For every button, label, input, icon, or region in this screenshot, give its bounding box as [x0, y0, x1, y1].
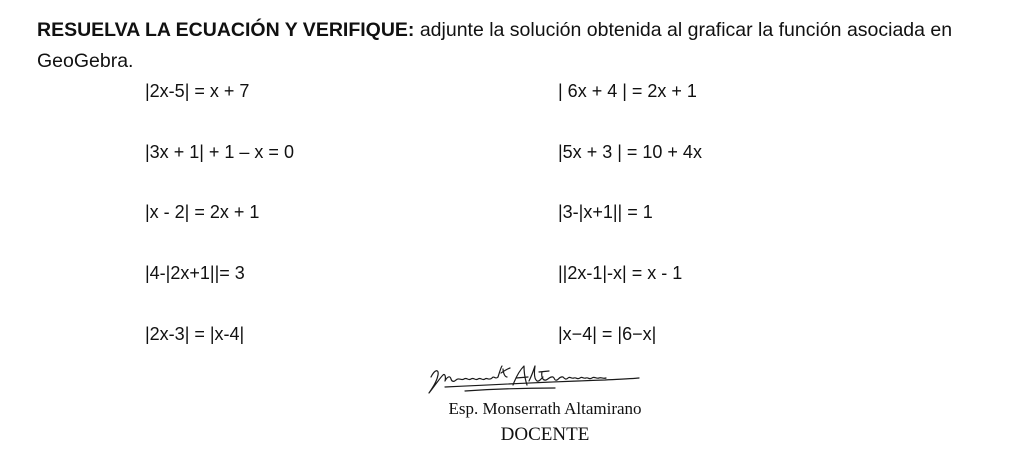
signature-role: DOCENTE [500, 424, 590, 445]
equation-left-3: |x - 2| = 2x + 1 [145, 202, 260, 222]
equation-left-1: |2x-5| = x + 7 [145, 81, 250, 101]
equation-left-4: |4-|2x+1||= 3 [145, 263, 245, 283]
equation-left-2: |3x + 1| + 1 – x = 0 [145, 142, 294, 162]
equation-left-5: |2x-3| = |x-4| [145, 324, 245, 344]
equation-right-2: |5x + 3 | = 10 + 4x [558, 142, 702, 162]
equation-right-3: |3-|x+1|| = 1 [558, 202, 653, 222]
handwritten-signature [425, 363, 650, 397]
instructions-title: RESUELVA LA ECUACIÓN Y VERIFIQUE: [37, 19, 415, 41]
equation-right-5: |x−4| = |6−x| [558, 324, 657, 344]
instructions-paragraph [37, 15, 997, 77]
instructions-text: adjunte la solución obtenida al graficar la función asociada en GeoGebra. [37, 19, 953, 72]
signature-name: Esp. Monserrath Altamirano [448, 399, 642, 418]
equation-right-4: ||2x-1|-x| = x - 1 [558, 263, 683, 283]
equation-right-1: | 6x + 4 | = 2x + 1 [558, 81, 697, 101]
